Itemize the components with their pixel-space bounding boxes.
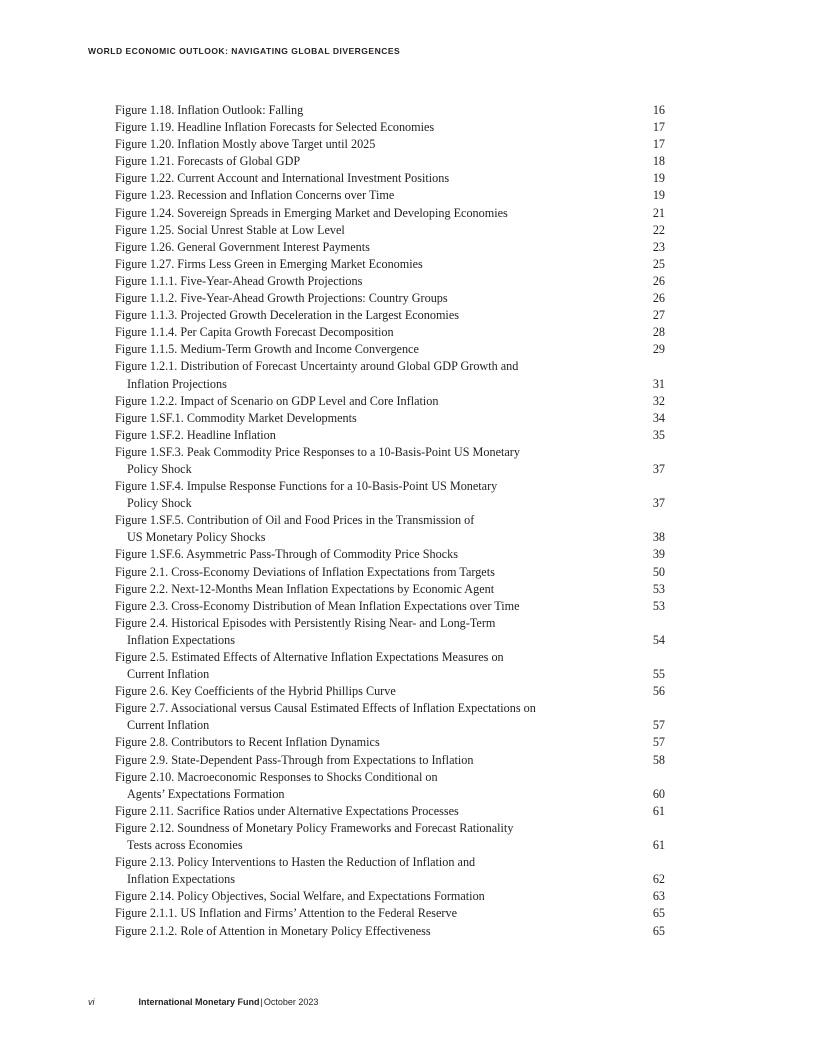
toc-entry[interactable] <box>115 478 665 512</box>
toc-entry[interactable] <box>115 564 665 581</box>
toc-entry-title-line: Figure 1.SF.2. Headline Inflation <box>115 427 276 442</box>
toc-entry[interactable] <box>115 393 665 410</box>
page-number: vi <box>88 997 95 1007</box>
toc-entry[interactable] <box>115 700 665 734</box>
toc-entry-title-continuation: Current Inflation <box>127 667 210 682</box>
toc-entry[interactable] <box>115 820 665 854</box>
toc-entry-title-line: Figure 1.1.2. Five-Year-Ahead Growth Projections: Country Groups <box>115 291 448 306</box>
toc-entry-title <box>115 256 643 273</box>
toc-entry[interactable] <box>115 444 665 478</box>
toc-entry-title <box>115 119 643 136</box>
publication-date: October 2023 <box>263 997 319 1007</box>
toc-entry-title <box>115 444 643 478</box>
toc-entry-page: 19 <box>652 171 665 186</box>
toc-entry[interactable] <box>115 683 665 700</box>
toc-entry[interactable] <box>115 546 665 563</box>
toc-entry-title <box>115 290 643 307</box>
toc-entry-title <box>115 581 643 598</box>
toc-entry[interactable] <box>115 239 665 256</box>
toc-entry-title <box>115 649 643 683</box>
toc-entry[interactable] <box>115 119 665 136</box>
toc-entry-title-line: Figure 2.12. Soundness of Monetary Policy Frameworks and Forecast Rationality <box>115 820 514 835</box>
toc-entry-page: 25 <box>652 256 665 271</box>
toc-entry-title-continuation: Inflation Expectations <box>127 632 235 647</box>
toc-entry-title-line: Figure 1.SF.5. Contribution of Oil and Food Prices in the Transmission of <box>115 513 475 528</box>
toc-entry-title-continuation: Agents’ Expectations Formation <box>127 786 285 801</box>
toc-entry-title <box>115 512 643 546</box>
toc-entry-page: 26 <box>652 273 665 288</box>
toc-entry-title <box>115 341 643 358</box>
toc-entry[interactable] <box>115 410 665 427</box>
toc-entry-title <box>115 905 643 922</box>
toc-entry-page: 18 <box>652 154 665 169</box>
toc-entry[interactable] <box>115 153 665 170</box>
toc-entry-title <box>115 170 643 187</box>
toc-entry-title <box>115 888 643 905</box>
toc-entry-title-line: Figure 1.21. Forecasts of Global GDP <box>115 154 301 169</box>
toc-entry-page: 62 <box>652 872 665 887</box>
toc-entry[interactable] <box>115 734 665 751</box>
toc-entry-title <box>115 478 643 512</box>
toc-entry-title-continuation: Inflation Expectations <box>127 872 235 887</box>
toc-entry-page: 17 <box>652 137 665 152</box>
toc-entry-title-continuation: Inflation Projections <box>127 376 227 391</box>
toc-entry[interactable] <box>115 324 665 341</box>
toc-entry[interactable] <box>115 905 665 922</box>
toc-entry[interactable] <box>115 222 665 239</box>
toc-entry[interactable] <box>115 170 665 187</box>
toc-entry-title <box>115 136 643 153</box>
toc-entry-page: 21 <box>652 205 665 220</box>
toc-entry-page: 35 <box>652 427 665 442</box>
toc-entry-title-line: Figure 1.22. Current Account and International Investment Positions <box>115 171 450 186</box>
toc-entry[interactable] <box>115 102 665 119</box>
toc-entry-title-continuation: Policy Shock <box>127 496 192 511</box>
footer-separator: | <box>260 997 263 1007</box>
toc-entry-title <box>115 700 643 734</box>
table-of-figures <box>115 102 665 940</box>
publisher-name: International Monetary Fund <box>138 997 260 1007</box>
toc-entry[interactable] <box>115 803 665 820</box>
toc-entry-title-line: Figure 2.1.1. US Inflation and Firms’ Attention to the Federal Reserve <box>115 906 457 921</box>
toc-entry-title <box>115 239 643 256</box>
toc-entry-title <box>115 393 643 410</box>
toc-entry[interactable] <box>115 358 665 392</box>
toc-entry-page: 29 <box>652 342 665 357</box>
toc-entry-page: 63 <box>652 889 665 904</box>
toc-entry-title-line: Figure 1.1.5. Medium-Term Growth and Income Convergence <box>115 342 419 357</box>
toc-entry[interactable] <box>115 752 665 769</box>
toc-entry-title <box>115 358 643 392</box>
toc-entry-title <box>115 205 643 222</box>
toc-entry-page: 58 <box>652 752 665 767</box>
toc-entry-title-line: Figure 1.26. General Government Interest Payments <box>115 239 370 254</box>
toc-entry-title-line: Figure 2.4. Historical Episodes with Persistently Rising Near- and Long-Term <box>115 615 496 630</box>
toc-entry-title-line: Figure 2.7. Associational versus Causal Estimated Effects of Inflation Expectations on <box>115 701 536 716</box>
toc-entry-title-line: Figure 2.5. Estimated Effects of Alternative Inflation Expectations Measures on <box>115 650 504 664</box>
toc-entry-page: 55 <box>652 667 665 682</box>
toc-entry-page: 27 <box>652 308 665 323</box>
toc-entry[interactable] <box>115 341 665 358</box>
toc-entry[interactable] <box>115 187 665 204</box>
toc-entry-title <box>115 273 643 290</box>
toc-entry-page: 53 <box>652 598 665 613</box>
toc-entry-page: 37 <box>652 461 665 476</box>
toc-entry-title-line: Figure 1.2.1. Distribution of Forecast Uncertainty around Global GDP Growth and <box>115 359 519 374</box>
toc-entry[interactable] <box>115 854 665 888</box>
toc-entry-title-line: Figure 1.19. Headline Inflation Forecasts for Selected Economies <box>115 120 435 135</box>
toc-entry[interactable] <box>115 888 665 905</box>
page-footer <box>88 997 318 1007</box>
toc-entry-title <box>115 187 643 204</box>
toc-entry-page: 34 <box>652 410 665 425</box>
toc-entry-title-continuation: US Monetary Policy Shocks <box>127 530 266 545</box>
toc-entry-page: 60 <box>652 786 665 801</box>
toc-entry-title-line: Figure 1.18. Inflation Outlook: Falling <box>115 103 304 117</box>
toc-entry[interactable] <box>115 512 665 546</box>
toc-entry[interactable] <box>115 427 665 444</box>
toc-entry-page: 32 <box>652 393 665 408</box>
toc-entry-title-line: Figure 2.3. Cross-Economy Distribution of Mean Inflation Expectations over Time <box>115 598 520 613</box>
toc-entry-title <box>115 803 643 820</box>
toc-entry[interactable] <box>115 136 665 153</box>
toc-entry-page: 22 <box>652 222 665 237</box>
toc-entry-title-line: Figure 2.1. Cross-Economy Deviations of Inflation Expectations from Targets <box>115 564 495 579</box>
toc-entry[interactable] <box>115 923 665 940</box>
toc-entry[interactable] <box>115 290 665 307</box>
toc-entry-page: 65 <box>652 923 665 938</box>
running-head: WORLD ECONOMIC OUTLOOK: NAVIGATING GLOBAL DIVERGENCES <box>88 46 401 56</box>
toc-entry-title <box>115 153 643 170</box>
toc-entry-title-line: Figure 2.10. Macroeconomic Responses to Shocks Conditional on <box>115 769 438 784</box>
toc-entry-title-line: Figure 1.2.2. Impact of Scenario on GDP Level and Core Inflation <box>115 393 439 408</box>
toc-entry-page: 50 <box>652 564 665 579</box>
toc-entry-title-line: Figure 1.23. Recession and Inflation Concerns over Time <box>115 188 395 203</box>
toc-entry-title <box>115 923 643 940</box>
toc-entry-page: 16 <box>652 103 665 117</box>
toc-entry-page: 23 <box>652 239 665 254</box>
toc-entry-title-line: Figure 1.SF.3. Peak Commodity Price Responses to a 10-Basis-Point US Monetary <box>115 444 520 459</box>
toc-entry-title-line: Figure 2.14. Policy Objectives, Social Welfare, and Expectations Formation <box>115 889 485 904</box>
toc-entry-page: 57 <box>652 735 665 750</box>
toc-entry-page: 28 <box>652 325 665 340</box>
toc-entry-title-line: Figure 1.1.1. Five-Year-Ahead Growth Projections <box>115 273 363 288</box>
toc-entry-title-line: Figure 2.6. Key Coefficients of the Hybrid Phillips Curve <box>115 684 396 699</box>
toc-entry-page: 26 <box>652 291 665 306</box>
toc-entry-page: 38 <box>652 530 665 545</box>
toc-entry-title-line: Figure 2.9. State-Dependent Pass-Through from Expectations to Inflation <box>115 752 474 767</box>
toc-entry-page: 56 <box>652 684 665 699</box>
toc-entry[interactable] <box>115 307 665 324</box>
toc-entry[interactable] <box>115 615 665 649</box>
toc-entry-page: 17 <box>652 120 665 135</box>
toc-entry-title-continuation: Current Inflation <box>127 718 210 733</box>
toc-entry-title <box>115 410 643 427</box>
toc-entry-page: 31 <box>652 376 665 391</box>
toc-entry-title <box>115 427 643 444</box>
toc-entry-page: 53 <box>652 581 665 596</box>
toc-entry-title-continuation: Tests across Economies <box>127 838 243 853</box>
toc-entry-page: 65 <box>652 906 665 921</box>
toc-entry-title <box>115 598 643 615</box>
toc-entry-title-line: Figure 1.25. Social Unrest Stable at Low Level <box>115 222 345 237</box>
toc-entry-title <box>115 222 643 239</box>
toc-entry[interactable] <box>115 205 665 222</box>
toc-entry[interactable] <box>115 256 665 273</box>
toc-entry-title <box>115 820 643 854</box>
toc-entry-title-line: Figure 2.11. Sacrifice Ratios under Alternative Expectations Processes <box>115 803 459 818</box>
toc-entry-page: 61 <box>652 803 665 818</box>
toc-entry-title-line: Figure 2.1.2. Role of Attention in Monetary Policy Effectiveness <box>115 923 431 938</box>
toc-entry-title-line: Figure 2.13. Policy Interventions to Hasten the Reduction of Inflation and <box>115 855 476 870</box>
toc-entry-title-continuation: Policy Shock <box>127 461 192 476</box>
toc-entry-page: 37 <box>652 496 665 511</box>
toc-entry-title <box>115 307 643 324</box>
toc-entry-title <box>115 546 643 563</box>
toc-entry-title <box>115 324 643 341</box>
toc-entry-title <box>115 564 643 581</box>
toc-entry-page: 57 <box>652 718 665 733</box>
toc-entry-page: 39 <box>652 547 665 562</box>
toc-entry-page: 54 <box>652 632 665 647</box>
toc-entry[interactable] <box>115 598 665 615</box>
toc-entry-title <box>115 854 643 888</box>
toc-entry-title <box>115 683 643 700</box>
toc-entry-title-line: Figure 1.24. Sovereign Spreads in Emerging Market and Developing Economies <box>115 205 508 220</box>
toc-entry-title-line: Figure 1.27. Firms Less Green in Emerging Market Economies <box>115 256 423 271</box>
toc-entry[interactable] <box>115 581 665 598</box>
toc-entry-title-line: Figure 1.SF.4. Impulse Response Functions for a 10-Basis-Point US Monetary <box>115 479 498 494</box>
toc-entry-title <box>115 734 643 751</box>
toc-entry-title <box>115 752 643 769</box>
toc-entry[interactable] <box>115 649 665 683</box>
toc-entry[interactable] <box>115 273 665 290</box>
toc-entry-title-line: Figure 1.SF.1. Commodity Market Developments <box>115 410 357 425</box>
toc-entry-title <box>115 615 643 649</box>
toc-entry[interactable] <box>115 769 665 803</box>
toc-entry-page: 61 <box>652 838 665 853</box>
toc-entry-title <box>115 769 643 803</box>
toc-entry-title-line: Figure 1.1.4. Per Capita Growth Forecast Decomposition <box>115 325 394 340</box>
toc-entry-page: 19 <box>652 188 665 203</box>
toc-entry-title-line: Figure 1.SF.6. Asymmetric Pass-Through of Commodity Price Shocks <box>115 547 458 562</box>
toc-entry-title-line: Figure 2.2. Next-12-Months Mean Inflation Expectations by Economic Agent <box>115 581 495 596</box>
toc-entry-title <box>115 102 643 119</box>
toc-entry-title-line: Figure 2.8. Contributors to Recent Inflation Dynamics <box>115 735 380 750</box>
toc-entry-title-line: Figure 1.1.3. Projected Growth Deceleration in the Largest Economies <box>115 308 459 323</box>
toc-entry-title-line: Figure 1.20. Inflation Mostly above Target until 2025 <box>115 137 376 152</box>
